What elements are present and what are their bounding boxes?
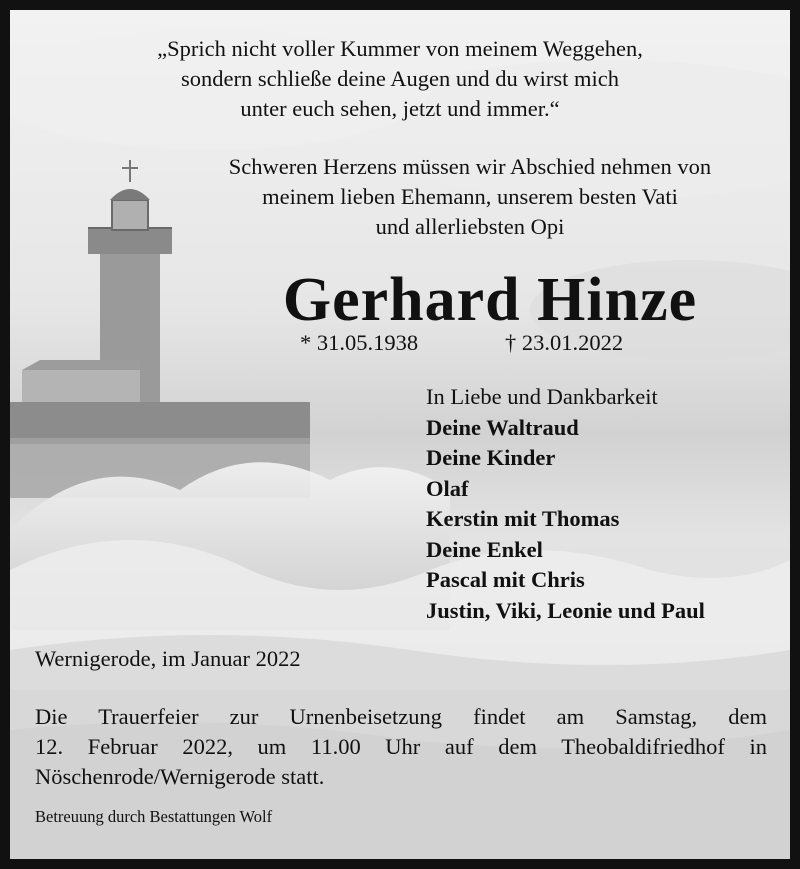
deceased-name: Gerhard Hinze <box>282 266 698 334</box>
mourner-name: Deine Enkel <box>426 536 543 562</box>
memorial-quote <box>100 34 700 124</box>
quote-line: sondern schließe deine Augen und du wirst mich <box>180 66 620 91</box>
ceremony-line: 12. Februar 2022, um 11.00 Uhr auf dem Theobaldifriedhof in <box>35 734 767 759</box>
ceremony-line: Nöschenrode/Wernigerode statt. <box>35 764 325 789</box>
mourner-name: Deine Waltraud <box>426 414 579 440</box>
mourner-name: Deine Kinder <box>426 445 556 470</box>
notice-content <box>10 10 790 859</box>
quote-line: unter euch sehen, jetzt und immer.“ <box>240 96 560 121</box>
place-and-date: Wernigerode, im Januar 2022 <box>35 646 301 671</box>
farewell-intro <box>160 152 780 242</box>
intro-line: Schweren Herzens müssen wir Abschied nehmen von <box>228 154 712 179</box>
mourners-list <box>426 382 705 626</box>
funeral-home-credit: Betreuung durch Bestattungen Wolf <box>35 807 273 826</box>
mourners-heading: In Liebe und Dankbarkeit <box>426 384 658 409</box>
funeral-ceremony-details <box>35 702 767 792</box>
quote-line: „Sprich nicht voller Kummer von meinem Weggehen, <box>157 36 643 61</box>
mourner-name: Olaf <box>426 475 469 501</box>
mourner-name: Justin, Viki, Leonie und Paul <box>426 597 705 623</box>
mourner-name: Kerstin mit Thomas <box>426 506 620 531</box>
intro-line: meinem lieben Ehemann, unserem besten Vati <box>262 184 678 209</box>
birth-date: * 31.05.1938 <box>300 330 419 355</box>
death-date: † 23.01.2022 <box>505 330 624 355</box>
intro-line: und allerliebsten Opi <box>375 214 565 239</box>
mourner-name: Pascal mit Chris <box>426 567 585 592</box>
ceremony-line: Die Trauerfeier zur Urnenbeisetzung findet am Samstag, dem <box>35 704 767 729</box>
